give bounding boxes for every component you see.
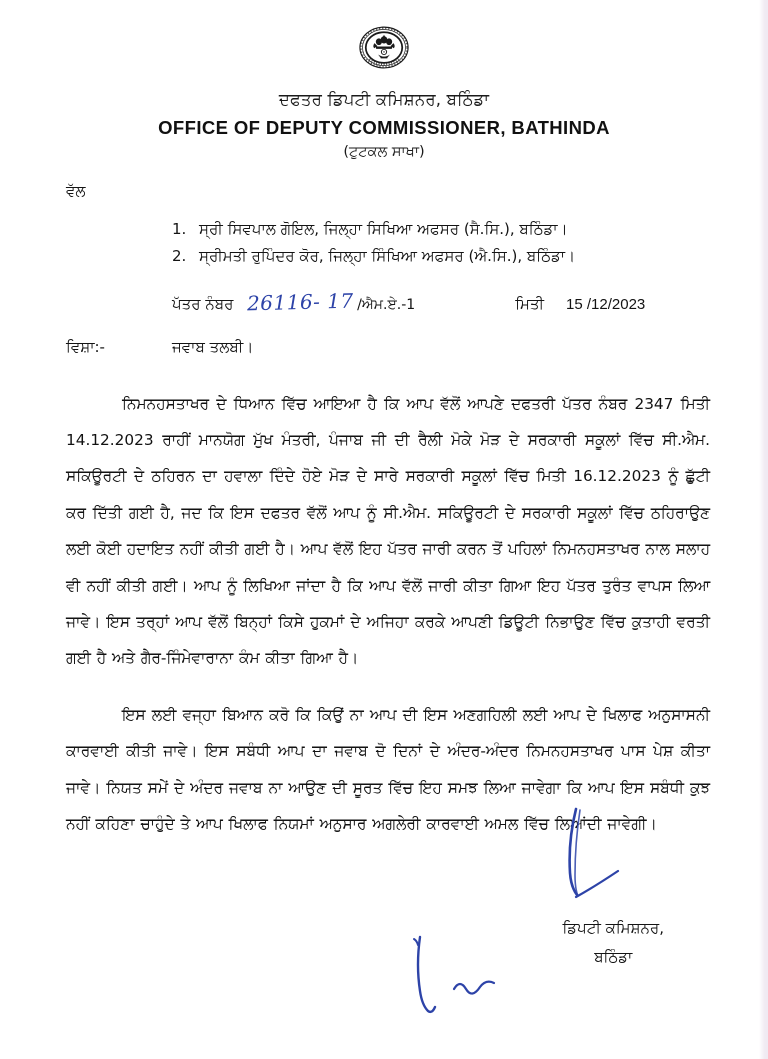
signature-ink-secondary (402, 929, 512, 1021)
scan-edge-artifact (759, 0, 768, 1059)
recipient-name: ਸ੍ਰੀ ਸਿਵਪਾਲ ਗੋਇਲ, ਜਿਲ੍ਹਾ ਸਿਖਿਆ ਅਫਸਰ (ਸੈ.ਸਿ.), ਬਠਿੰਡਾ। (199, 219, 568, 238)
subject-label: ਵਿਸ਼ਾ:- (66, 337, 105, 356)
letter-number-handwritten: 26116- 17 (247, 288, 355, 316)
recipient-list (172, 219, 768, 265)
recipient-number: 2. (172, 246, 187, 265)
subject-line (66, 338, 768, 356)
letterhead (0, 0, 768, 160)
list-item (172, 246, 768, 265)
recipient-number: 1. (172, 219, 187, 238)
signatory-place: ਬਠਿੰਡਾ (594, 947, 633, 966)
date-label: ਮਿਤੀ (515, 294, 545, 313)
office-name-english: OFFICE OF DEPUTY COMMISSIONER, BATHINDA (158, 116, 610, 138)
date-value: 15 /12/2023 (566, 295, 646, 313)
india-state-emblem-seal (347, 14, 421, 84)
branch-name: (ਟੁਟਕਲ ਸਾਖਾ) (343, 143, 425, 160)
recipient-name: ਸ੍ਰੀਮਤੀ ਰੁਪਿੰਦਰ ਕੋਰ, ਜਿਲ੍ਹਾ ਸਿੰਖਿਆ ਅਫਸਰ (ਐ.ਸਿ.), ਬਠਿੰਡਾ। (199, 246, 576, 265)
office-name-punjabi: ਦਫਤਰ ਡਿਪਟੀ ਕਮਿਸ਼ਨਰ, ਬਠਿੰਡਾ (278, 90, 490, 109)
letter-number-label: ਪੱਤਰ ਨੰਬਰ (172, 294, 234, 313)
list-item (172, 219, 768, 238)
letter-number-suffix: /ਐਮ.ਏ.-1 (357, 296, 416, 313)
body-paragraph: ਨਿਮਨਹਸਤਾਖਰ ਦੇ ਧਿਆਨ ਵਿੱਚ ਆਇਆ ਹੈ ਕਿ ਆਪ ਵੱਲੋਂ ਆਪਣੇ ਦਫਤਰੀ ਪੱਤਰ ਨੰਬਰ 2347 ਮਿਤੀ 14.12.2023 ਰਾਹੀਂ ਮਾਨਯੋਗ ਮੁੱਖ ਮੰਤਰੀ, ਪੰਜਾਬ ਜੀ ਦੀ ਰੈਲੀ ਮੋਕੇ ਮੋੜ ਦੇ ਸਰਕਾਰੀ ਸਕੂਲਾਂ ਵਿੱਚ ਸੀ.ਐਮ. ਸਕਿਊਰਟੀ ਦੇ ਠਹਿਰਨ ਦਾ ਹਵਾਲਾ ਦਿੰਦੇ ਹੋਏ ਮੋੜ ਦੇ ਸਾਰੇ ਸਰਕਾਰੀ ਸਕੂਲਾਂ ਵਿੱਚ ਮਿਤੀ 16.12.2023 ਨੂੰ ਛੁੱਟੀ ਕਰ ਦਿੱਤੀ ਗਈ ਹੈ, ਜਦ ਕਿ ਇਸ ਦਫਤਰ ਵੱਲੋਂ ਆਪ ਨੂੰ ਸੀ.ਐਮ. ਸਕਿਊਰਟੀ ਦੇ ਸਰਕਾਰੀ ਸਕੂਲਾਂ ਵਿੱਚ ਠਹਿਰਾਉਣ ਲਈ ਕੋਈ ਹਦਾਇਤ ਨਹੀਂ ਕੀਤੀ ਗਈ ਹੈ। ਆਪ ਵੱਲੋਂ ਇਹ ਪੱਤਰ ਜਾਰੀ ਕਰਨ ਤੋਂ ਪਹਿਲਾਂ ਨਿਮਨਹਸਤਾਖਰ ਨਾਲ ਸਲਾਹ ਵੀ ਨਹੀਂ ਕੀਤੀ ਗਈ। ਆਪ ਨੂੰ ਲਿਖਿਆ ਜਾਂਦਾ ਹੈ ਕਿ ਆਪ ਵੱਲੋਂ ਜਾਰੀ ਕੀਤਾ ਗਿਆ ਇਹ ਪੱਤਰ ਤੁਰੰਤ ਵਾਪਸ ਲਿਆ ਜਾਵੇ। ਇਸ ਤਰ੍ਹਾਂ ਆਪ ਵੱਲੋਂ ਬਿਨ੍ਹਾਂ ਕਿਸੇ ਹੁਕਮਾਂ ਦੇ ਅਜਿਹਾ ਕਰਕੇ ਆਪਣੀ ਡਿਊਟੀ ਨਿਭਾਉਣ ਵਿੱਚ ਕੁਤਾਹੀ ਵਰਤੀ ਗਈ ਹੈ ਅਤੇ ਗੈਰ-ਜਿੰਮੇਵਾਰਾਨਾ ਕੰਮ ਕੀਤਾ ਗਿਆ ਹੈ। (66, 394, 710, 668)
body-paragraph: ਇਸ ਲਈ ਵਜ੍ਹਾ ਬਿਆਨ ਕਰੋ ਕਿ ਕਿਉਂ ਨਾ ਆਪ ਦੀ ਇਸ ਅਣਗਹਿਲੀ ਲਈ ਆਪ ਦੇ ਖਿਲਾਫ ਅਨੁਸਾਸਨੀ ਕਾਰਵਾਈ ਕੀਤੀ ਜਾਵੇ। ਇਸ ਸਬੰਧੀ ਆਪ ਦਾ ਜਵਾਬ ਦੋ ਦਿਨਾਂ ਦੇ ਅੰਦਰ-ਅੰਦਰ ਨਿਮਨਹਸਤਾਖਰ ਪਾਸ ਪੇਸ਼ ਕੀਤਾ ਜਾਵੇ। ਨਿਯਤ ਸਮੇਂ ਦੇ ਅੰਦਰ ਜਵਾਬ ਨਾ ਆਉਣ ਦੀ ਸੂਰਤ ਵਿੱਚ ਇਹ ਸਮਝ ਲਿਆ ਜਾਵੇਗਾ ਕਿ ਆਪ ਇਸ ਸਬੰਧੀ ਕੁਝ ਨਹੀਂ ਕਹਿਣਾ ਚਾਹੁੰਦੇ ਤੇ ਆਪ ਖਿਲਾਫ ਨਿਯਮਾਂ ਅਨੁਸਾਰ ਅਗਲੇਰੀ ਕਾਰਵਾਈ ਅਮਲ ਵਿੱਚ ਲਿਆਂਦੀ ਜਾਵੇਗੀ। (66, 705, 710, 834)
subject-value: ਜਵਾਬ ਤਲਬੀ। (172, 337, 254, 356)
letter-body (66, 386, 710, 843)
to-label: ਵੱਲ (66, 181, 86, 200)
reference-line (172, 290, 768, 314)
signature-block (562, 914, 664, 971)
signatory-designation: ਡਿਪਟੀ ਕਮਿਸ਼ਨਰ, (562, 919, 664, 937)
